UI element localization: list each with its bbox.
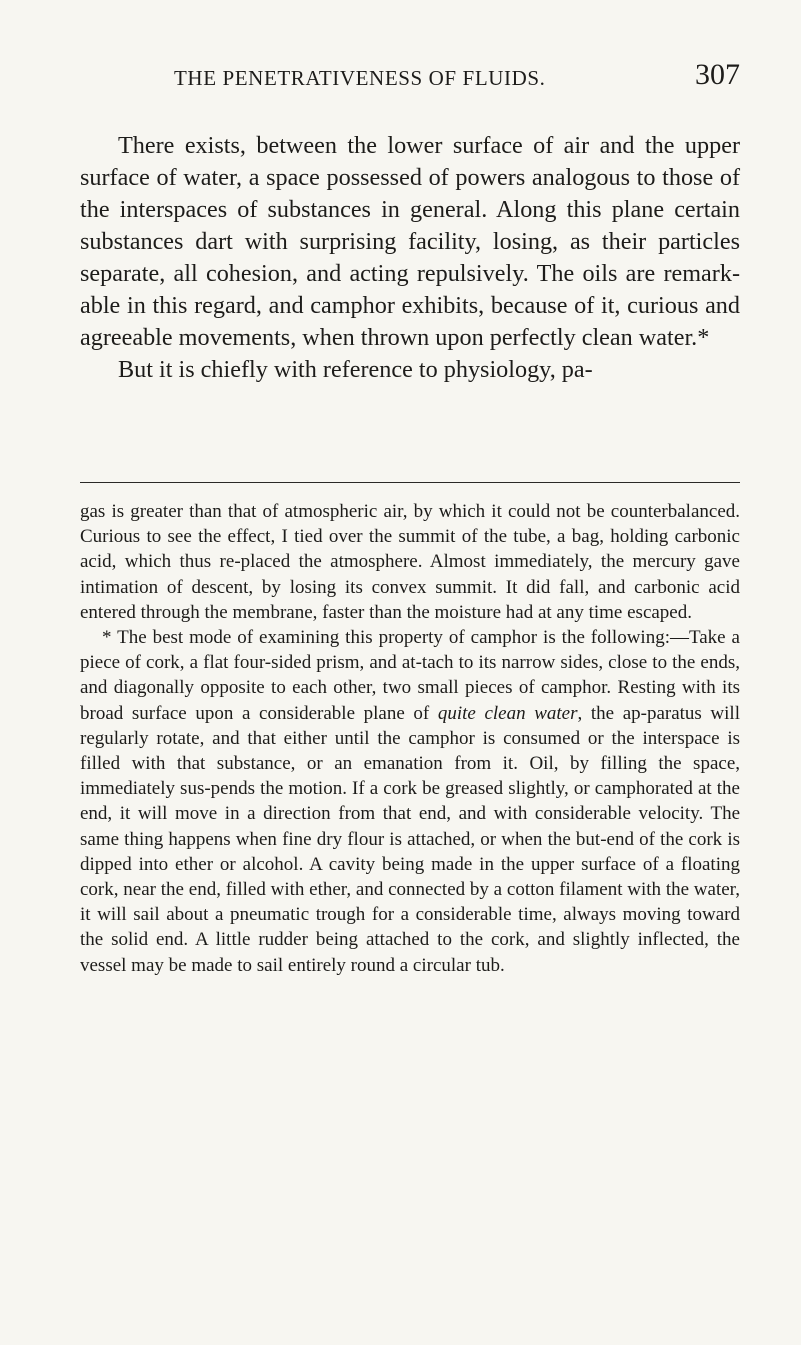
body-paragraph: There exists, between the lower surface of air and the upper surface of water, a space possessed of powers analogous to those of the interspaces of substances in general. Along this plane certain substances dart with surprising facility, losing, as their particles separate, all cohesion, and acting repulsively. The oils are remark-able in this regard, and camphor exhibits, because of it, curious and agreeable movements, when thrown upon perfectly clean water.* (80, 132, 740, 351)
running-title: THE PENETRATIVENESS OF FLUIDS. (174, 66, 546, 90)
footnote-text: * The best mode of examining this property of camphor is the following:—Take a piece of cork, a flat four-sided prism, and at-tach to its narrow sides, close to the ends, and diagonally opposite to each other, two small pieces of camphor. Resting with its broad surface upon a considerable plane of (80, 627, 740, 724)
footnotes (80, 499, 740, 978)
main-text (80, 130, 740, 386)
footnote-continued: gas is greater than that of atmospheric air, by which it could not be counterbalanced. Curious to see the effect, I tied over the summit of the tube, a bag, holding carbonic acid, which thus re-placed the atmosphere. Almost immediately, the mercury gave intimation of descent, by losing its convex summit. It did fall, and carbonic acid entered through the membrane, faster than the moisture had at any time escaped. (80, 501, 740, 623)
footnote-camphor (80, 625, 740, 978)
body-paragraph: But it is chiefly with reference to physiology, pa- (118, 356, 593, 383)
footnote-text: , the ap-paratus will regularly rotate, and that either until the camphor is consumed or the interspace is filled with that substance, or an emanation from it. Oil, by filling the space, immediately sus-pends the motion. If a cork be greased slightly, or camphorated at the end, it will move in a direction from that end, and with considerable velocity. The same thing happens when fine dry flour is attached, or when the but-end of the cork is dipped into ether or alcohol. A cavity being made in the upper surface of a floating cork, near the end, filled with ether, and connected by a cotton filament with the water, it will sail about a pneumatic trough for a considerable time, always moving toward the solid end. A little rudder being attached to the cork, and slightly inflected, the vessel may be made to sail entirely round a circular tub. (80, 702, 740, 976)
footnote-divider (80, 482, 740, 483)
running-head (80, 58, 740, 102)
page-number: 307 (695, 58, 740, 91)
footnote-emphasis: quite clean water (437, 702, 578, 724)
